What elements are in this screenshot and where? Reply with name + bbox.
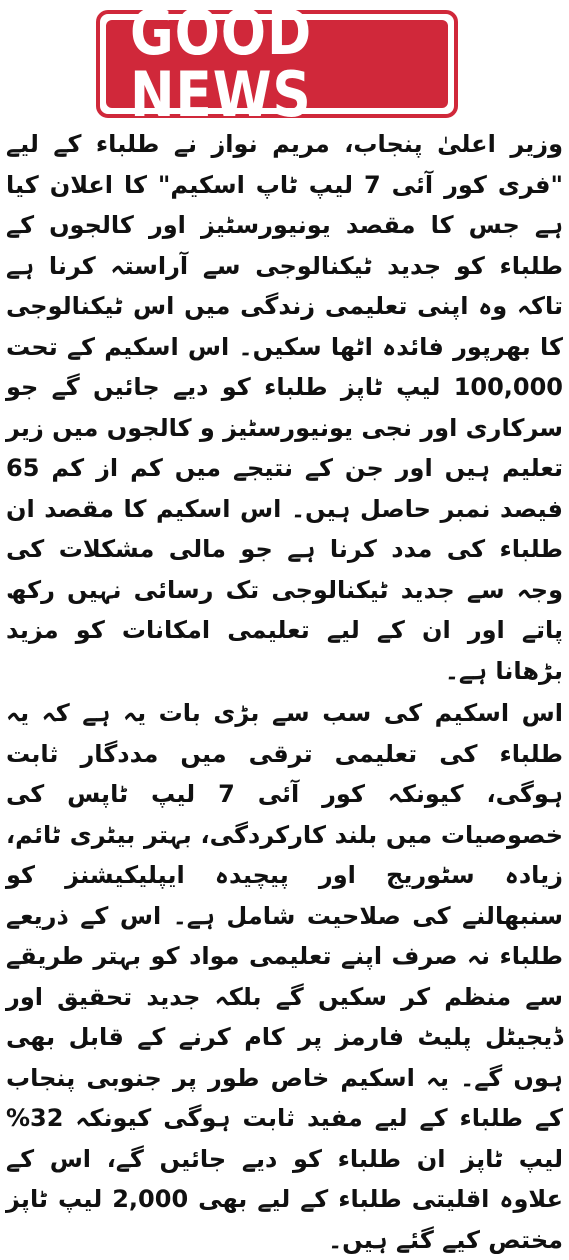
banner-title: GOOD NEWS xyxy=(129,0,313,131)
good-news-banner xyxy=(96,0,458,131)
article-body xyxy=(6,124,564,1254)
article-paragraph-2: اس اسکیم کی سب سے بڑی بات یہ ہے کہ یہ طلباء کی تعلیمی ترقی میں مددگار ثابت ہوگی، کیونکہ کور آئی 7 لیپ ٹاپس کی خصوصیات میں بلند کارکردگی، بہتر بیٹری ٹائم، زیادہ سٹوریج اور پیچیدہ ایپلیکیشنز کو سنبھالنے کی صلاحیت شامل ہے۔ اس کے ذریعے طلباء نہ صرف اپنے تعلیمی مواد کو بہتر طریقے سے منظم کر سکیں گے بلکہ جدید تحقیق اور ڈیجیٹل پلیٹ فارمز پر کام کرنے کے قابل بھی ہوں گے۔ یہ اسکیم خاص طور پر جنوبی پنجاب کے طلباء کے لیے مفید ثابت ہوگی کیونکہ 32% لیپ ٹاپز ان طلباء کو دیے جائیں گے، اس کے علاوہ اقلیتی طلباء کے لیے بھی 2,000 لیپ ٹاپز مختص کیے گئے ہیں۔ xyxy=(6,699,564,1254)
banner-background xyxy=(106,0,448,131)
article-paragraph-1: وزیر اعلیٰ پنجاب، مریم نواز نے طلباء کے لیے "فری کور آئی 7 لیپ ٹاپ اسکیم" کا اعلان کیا ہے جس کا مقصد یونیورسٹیز اور کالجوں کے طلباء کو جدید ٹیکنالوجی سے آراستہ کرنا ہے تاکہ وہ اپنی تعلیمی زندگی میں اس ٹیکنالوجی کا بھرپور فائدہ اٹھا سکیں۔ اس اسکیم کے تحت 100,000 لیپ ٹاپز طلباء کو دیے جائیں گے جو سرکاری اور نجی یونیورسٹیز و کالجوں میں زیر تعلیم ہیں اور جن کے نتیجے میں کم از کم 65 فیصد نمبر حاصل ہیں۔ اس اسکیم کا مقصد ان طلباء کی مدد کرنا ہے جو مالی مشکلات کی وجہ سے جدید ٹیکنالوجی تک رسائی نہیں رکھ پاتے اور ان کے لیے تعلیمی امکانات کو مزید بڑھانا ہے۔ xyxy=(6,130,563,685)
